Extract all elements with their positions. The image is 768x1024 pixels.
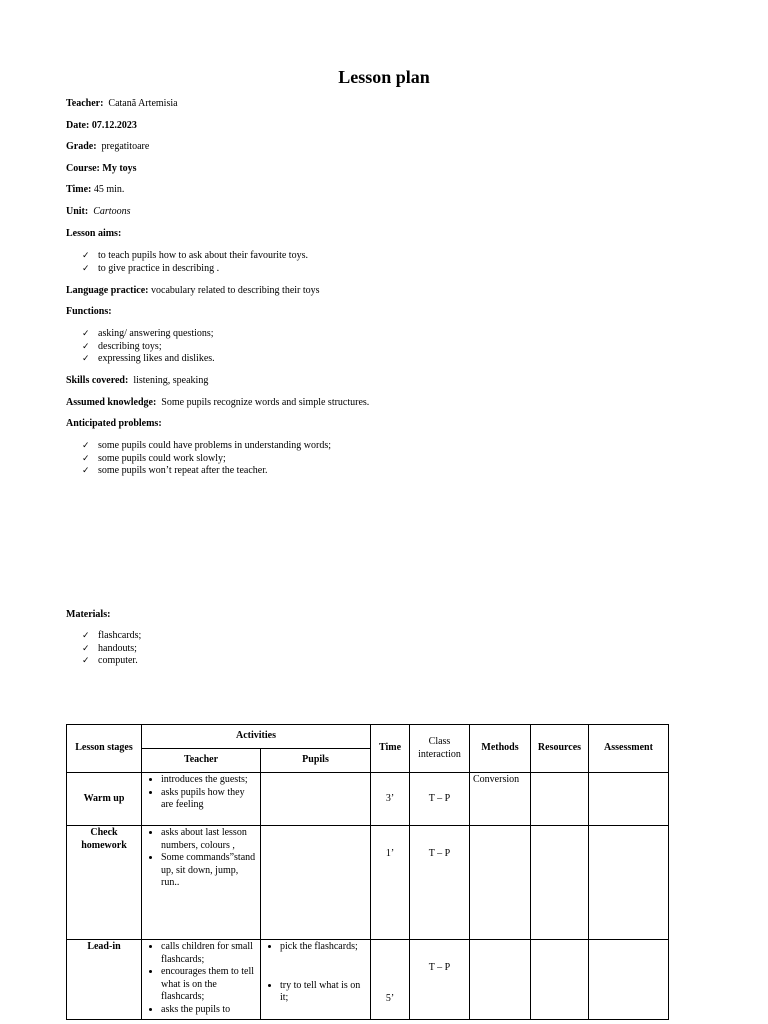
interaction-cell: T – P	[410, 940, 470, 1020]
list-item: ✓ to teach pupils how to ask about their favourite toys.	[82, 250, 308, 263]
materials-label: Materials:	[66, 609, 111, 620]
functions-label: Functions:	[66, 306, 112, 317]
aims-heading	[66, 228, 121, 240]
methods-cell	[470, 826, 531, 940]
list-item: ✓ asking/ answering questions;	[82, 328, 215, 341]
unit-field	[66, 206, 130, 218]
page-title: Lesson plan	[338, 67, 430, 87]
list-item: ✓ handouts;	[82, 643, 141, 656]
materials-heading	[66, 609, 110, 621]
table-row	[67, 773, 669, 826]
teacher-activities-cell	[142, 826, 261, 940]
course-field	[66, 163, 137, 175]
list-item: ✓ to give practice in describing .	[82, 263, 308, 276]
teacher-activities-list	[145, 941, 257, 1016]
aims-label: Lesson aims:	[66, 228, 122, 239]
list-item: • asks about last lesson numbers, colours ,	[161, 827, 257, 852]
problems-label: Anticipated problems:	[66, 418, 162, 429]
list-item: ✓ some pupils could work slowly;	[82, 453, 331, 466]
unit-label: Unit:	[66, 206, 89, 217]
grade-label: Grade:	[66, 141, 97, 152]
problems-list	[82, 440, 331, 478]
language-value: vocabulary related to describing their toys	[151, 285, 320, 296]
list-item: ✓ flashcards;	[82, 630, 141, 643]
table-row	[67, 940, 669, 1020]
header-lesson-stages: Lesson stages	[67, 725, 142, 773]
date-label: Date: 07.12.2023	[66, 120, 137, 131]
grade-field	[66, 141, 149, 153]
knowledge-value: Some pupils recognize words and simple structures.	[161, 397, 370, 408]
assessment-cell	[589, 940, 669, 1020]
list-item: • introduces the guests;	[161, 774, 257, 787]
interaction-cell: T – P	[410, 826, 470, 940]
problems-heading	[66, 418, 162, 430]
stage-cell: Lead-in	[67, 940, 142, 1020]
course-label: Course: My toys	[66, 163, 137, 174]
pupils-activities-cell	[261, 826, 371, 940]
list-item: ✓ some pupils could have problems in understanding words;	[82, 440, 331, 453]
list-item: • calls children for small flashcards;	[161, 941, 257, 966]
teacher-activities-list	[145, 827, 257, 890]
list-item: • asks the pupils to	[161, 1004, 257, 1017]
list-item: • pick the flashcards;	[280, 941, 367, 954]
time-cell: 3’	[371, 773, 410, 826]
header-pupils: Pupils	[261, 749, 371, 773]
pupils-activities-list	[264, 941, 367, 1005]
interaction-cell: T – P	[410, 773, 470, 826]
header-activities: Activities	[142, 725, 371, 749]
materials-list	[82, 630, 141, 668]
knowledge-field	[66, 397, 369, 409]
skills-value: listening, speaking	[133, 375, 209, 386]
skills-label: Skills covered:	[66, 375, 129, 386]
header-methods: Methods	[470, 725, 531, 773]
time-cell: 5’	[371, 940, 410, 1020]
date-field	[66, 120, 137, 132]
time-field	[66, 184, 124, 196]
skills-field	[66, 375, 208, 387]
aims-list	[82, 250, 308, 275]
header-teacher: Teacher	[142, 749, 261, 773]
resources-cell	[531, 940, 589, 1020]
assessment-cell	[589, 773, 669, 826]
methods-cell: Conversion	[470, 773, 531, 826]
header-resources: Resources	[531, 725, 589, 773]
resources-cell	[531, 773, 589, 826]
stage-cell: Warm up	[67, 773, 142, 826]
list-item: • Some commands”stand up, sit down, jump, run..	[161, 852, 257, 890]
assessment-cell	[589, 826, 669, 940]
teacher-activities-list	[145, 774, 257, 812]
pupils-activities-cell	[261, 773, 371, 826]
list-item: • asks pupils how they are feeling	[161, 787, 257, 812]
list-item: • try to tell what is on it;	[280, 980, 367, 1005]
teacher-value: Catană Artemisia	[108, 98, 178, 109]
time-value: 45 min.	[93, 184, 125, 195]
table-row	[67, 826, 669, 940]
teacher-field	[66, 98, 178, 110]
pupils-activities-cell	[261, 940, 371, 1020]
methods-cell	[470, 940, 531, 1020]
lesson-plan-table	[66, 724, 669, 1020]
list-item: ✓ describing toys;	[82, 341, 215, 354]
header-class-interaction: Class interaction	[410, 725, 470, 773]
stage-cell: Check homework	[67, 826, 142, 940]
table-header-row	[67, 725, 669, 749]
language-field	[66, 285, 320, 297]
resources-cell	[531, 826, 589, 940]
functions-list	[82, 328, 215, 366]
teacher-label: Teacher:	[66, 98, 104, 109]
time-label: Time:	[66, 184, 92, 195]
header-time: Time	[371, 725, 410, 773]
list-item: ✓ computer.	[82, 655, 141, 668]
language-label: Language practice:	[66, 285, 149, 296]
teacher-activities-cell	[142, 773, 261, 826]
time-cell: 1’	[371, 826, 410, 940]
grade-value: pregatitoare	[101, 141, 150, 152]
header-assessment: Assessment	[589, 725, 669, 773]
list-item: ✓ some pupils won’t repeat after the teacher.	[82, 465, 331, 478]
knowledge-label: Assumed knowledge:	[66, 397, 157, 408]
teacher-activities-cell	[142, 940, 261, 1020]
list-item: ✓ expressing likes and dislikes.	[82, 353, 215, 366]
functions-heading	[66, 306, 112, 318]
list-item: • encourages them to tell what is on the flashcards;	[161, 966, 257, 1004]
unit-value: Cartoons	[93, 206, 131, 217]
